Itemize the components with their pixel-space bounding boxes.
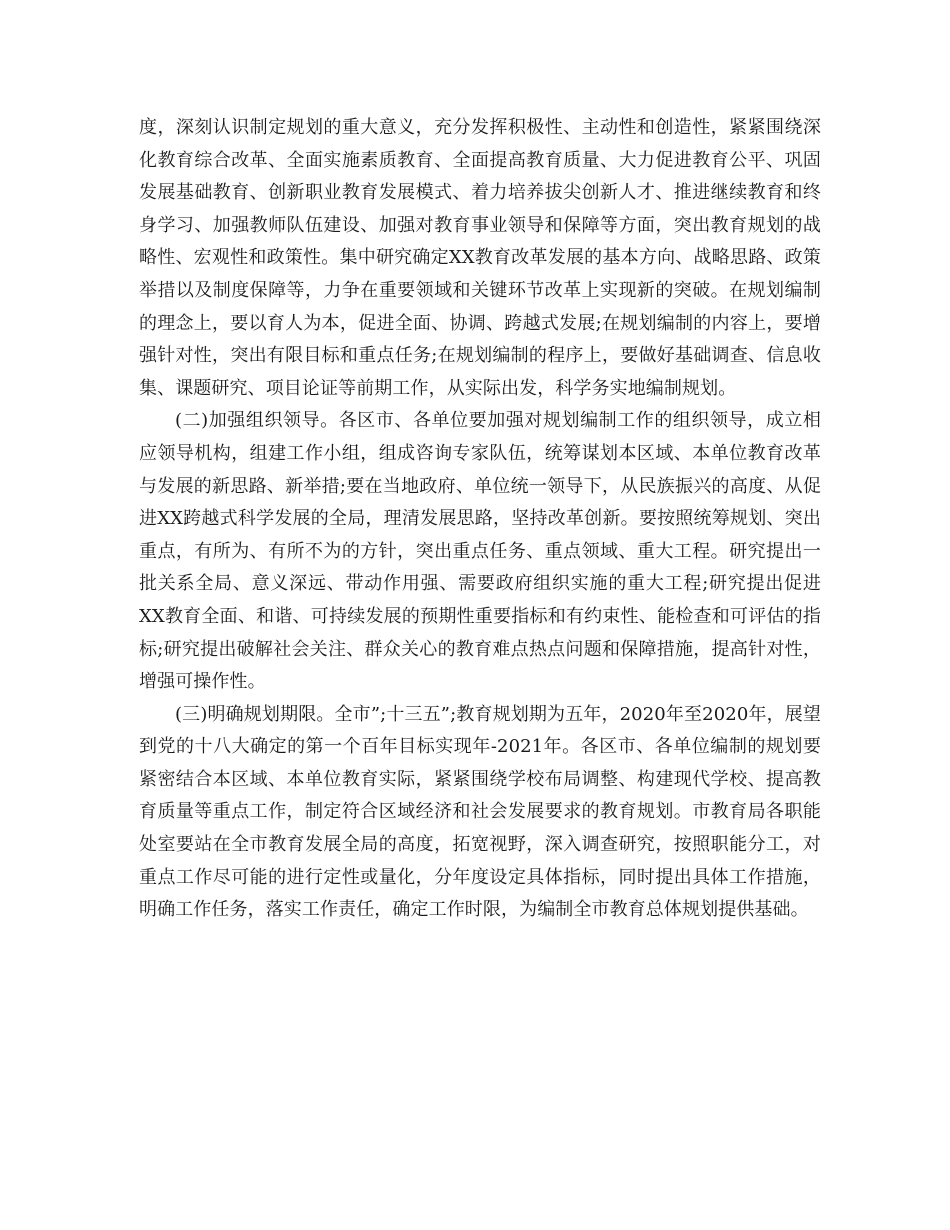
paragraph-planning-period: (三)明确规划期限。全市”;十三五”;教育规划期为五年，2020年至2020年，展望到党的十八大确定的第一个百年目标实现年-2021年。各区市、各单位编制的规划要紧密结合本区域、本单位教育实际，紧紧围绕学校布局调整、构建现代学校、提高教育质量等重点工作，制定符合区域经济和社会发展要求的教育规划。市教育局各职能处室要站在全市教育发展全局的高度，拓宽视野，深入调查研究，按照职能分工，对重点工作尽可能的进行定性或量化，分年度设定具体指标，同时提出具体工作措施，明确工作任务，落实工作责任，确定工作时限，为编制全市教育总体规划提供基础。 [139, 703, 821, 921]
paragraph-organization-leadership: (二)加强组织领导。各区市、各单位要加强对规划编制工作的组织领导，成立相应领导机构，组建工作小组，组成咨询专家队伍，统筹谋划本区域、本单位教育改革与发展的新思路、新举措;要在当地政府、单位统一领导下，从民族振兴的高度、从促进XX跨越式科学发展的全局，理清发展思路，坚持改革创新。要按照统筹规划、突出重点，有所为、有所不为的方针，突出重点任务、重点领域、重大工程。研究提出一批关系全局、意义深远、带动作用强、需要政府组织实施的重大工程;研究提出促进XX教育全面、和谐、可持续发展的预期性重要指标和有约束性、能检查和可评估的指标;研究提出破解社会关注、群众关心的教育难点热点问题和保障措施，提高针对性，增强可操作性。 [139, 410, 821, 693]
paragraph-continuation: 度，深刻认识制定规划的重大意义，充分发挥积极性、主动性和创造性，紧紧围绕深化教育综合改革、全面实施素质教育、全面提高教育质量、大力促进教育公平、巩固发展基础教育、创新职业教育发展模式、着力培养拔尖创新人才、推进继续教育和终身学习、加强教师队伍建设、加强对教育事业领导和保障等方面，突出教育规划的战略性、宏观性和政策性。集中研究确定XX教育改革发展的基本方向、战略思路、政策举措以及制度保障等，力争在重要领域和关键环节改革上实现新的突破。在规划编制的理念上，要以育人为本，促进全面、协调、跨越式发展;在规划编制的内容上，要增强针对性，突出有限目标和重点任务;在规划编制的程序上，要做好基础调查、信息收集、课题研究、项目论证等前期工作，从实际出发，科学务实地编制规划。 [139, 117, 821, 399]
document-body [139, 112, 821, 927]
